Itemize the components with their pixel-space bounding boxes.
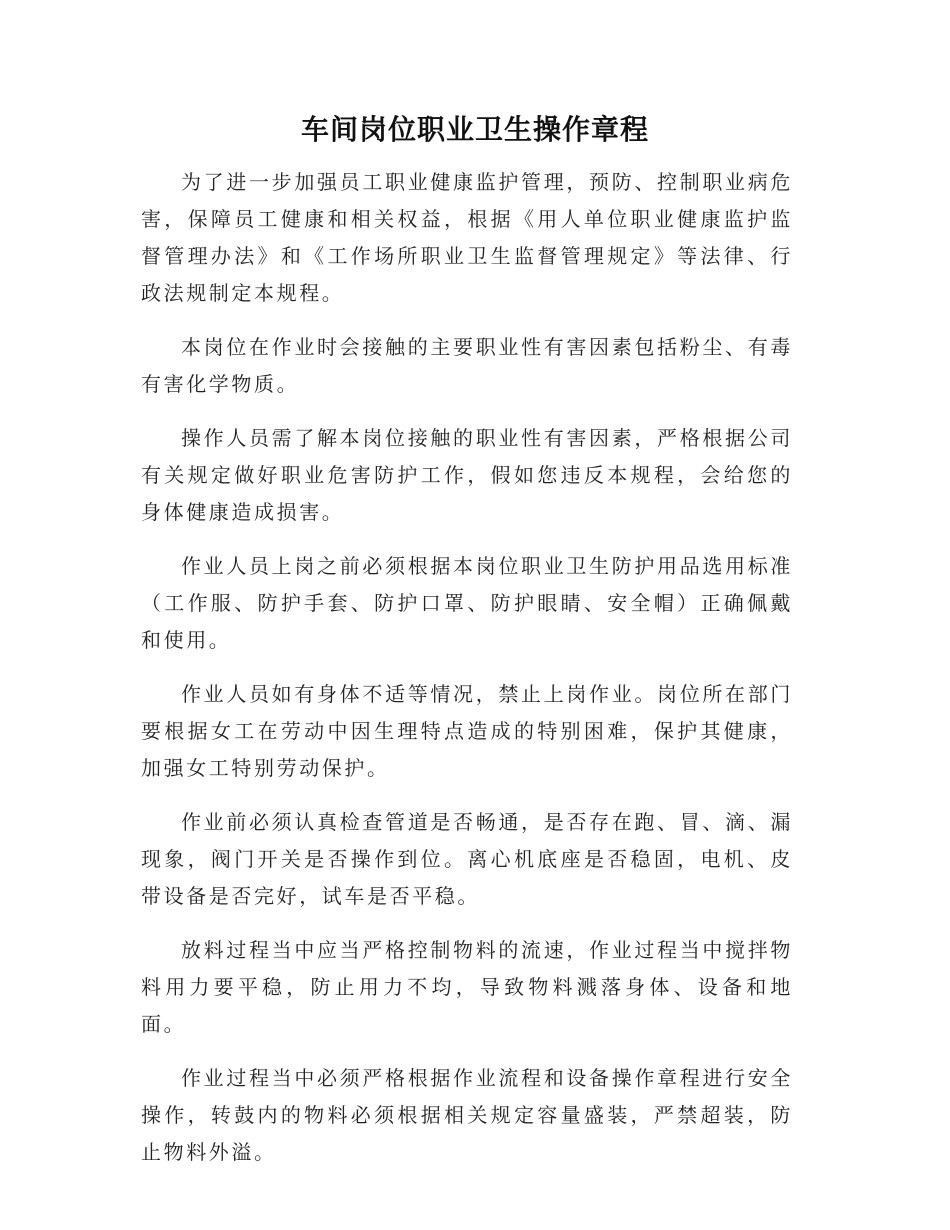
paragraph-ppe: 作业人员上岗之前必须根据本岗位职业卫生防护用品选用标准（工作服、防护手套、防护口罩、防护眼睛、安全帽）正确佩戴和使用。: [141, 554, 793, 652]
paragraph-purpose: 为了进一步加强员工职业健康监护管理，预防、控制职业病危害，保障员工健康和相关权益，根据《用人单位职业健康监护监督管理办法》和《工作场所职业卫生监督管理规定》等法律、行政法规制定本规程。: [141, 170, 793, 305]
paragraph-health-condition: 作业人员如有身体不适等情况，禁止上岗作业。岗位所在部门要根据女工在劳动中因生理特点造成的特别困难，保护其健康，加强女工特别劳动保护。: [141, 682, 793, 780]
paragraph-hazards: 本岗位在作业时会接触的主要职业性有害因素包括粉尘、有毒有害化学物质。: [141, 335, 793, 396]
paragraph-pre-check: 作业前必须认真检查管道是否畅通，是否存在跑、冒、滴、漏现象，阀门开关是否操作到位。离心机底座是否稳固，电机、皮带设备是否完好，试车是否平稳。: [141, 810, 793, 908]
document-body: [141, 164, 793, 1188]
paragraph-discharge: 放料过程当中应当严格控制物料的流速，作业过程当中搅拌物料用力要平稳，防止用力不均，导致物料溅落身体、设备和地面。: [141, 938, 793, 1036]
paragraph-safe-operation: 作业过程当中必须严格根据作业流程和设备操作章程进行安全操作，转鼓内的物料必须根据相关规定容量盛装，严禁超装，防止物料外溢。: [141, 1066, 793, 1164]
paragraph-protection-duty: 操作人员需了解本岗位接触的职业性有害因素，严格根据公司有关规定做好职业危害防护工作，假如您违反本规程，会给您的身体健康造成损害。: [141, 426, 793, 524]
document-title: 车间岗位职业卫生操作章程: [300, 113, 649, 146]
